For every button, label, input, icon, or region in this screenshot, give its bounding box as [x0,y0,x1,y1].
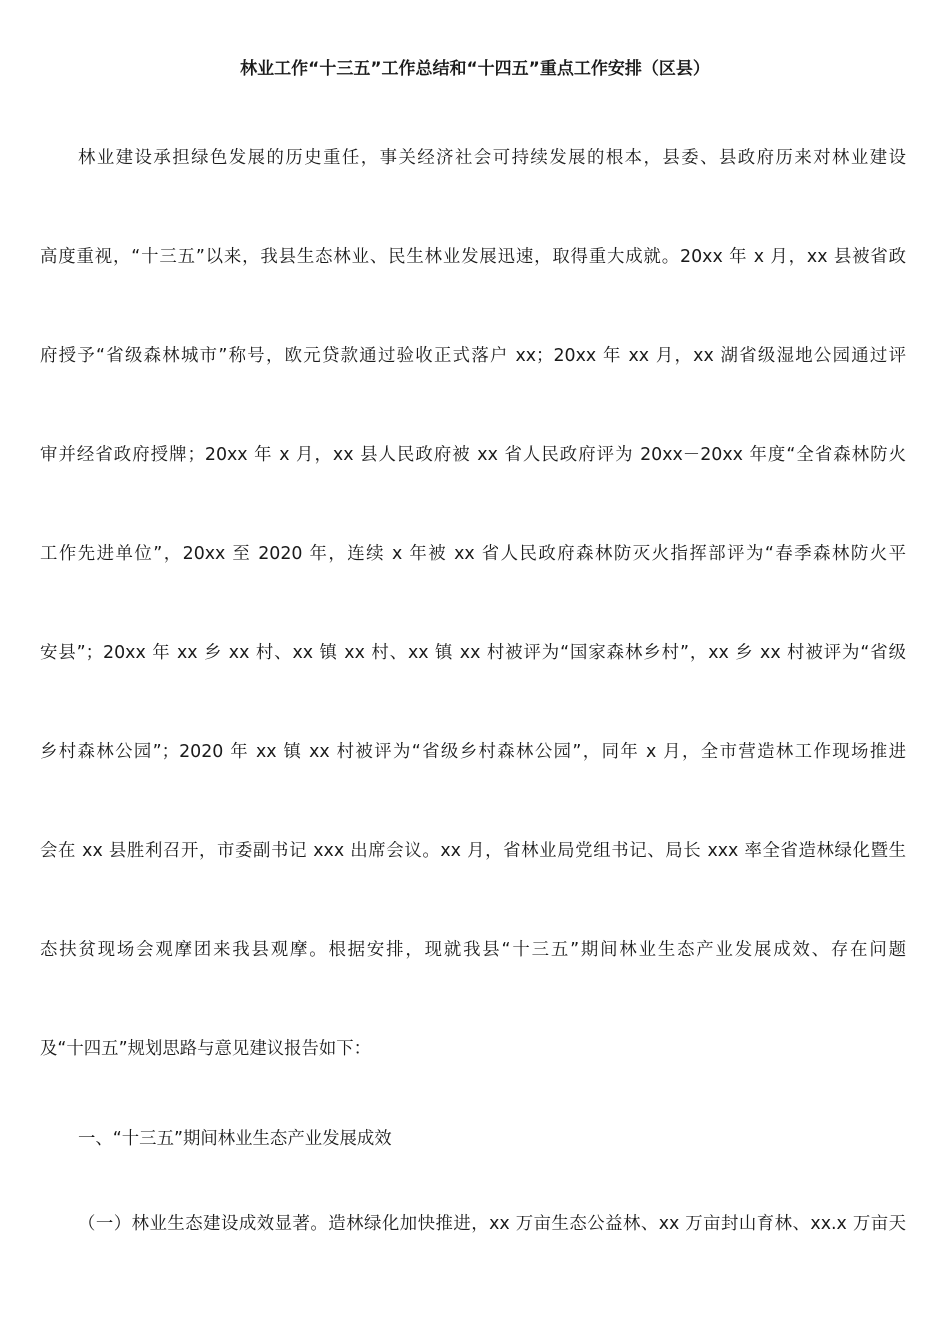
intro-line-9: 态扶贫现场会观摩团来我县观摩。根据安排，现就我县“十三五”期间林业生态产业发展成效、存在问题 [40,940,906,960]
intro-line-5: 工作先进单位”，20xx 至 2020 年，连续 x 年被 xx 省人民政府森林防灭火指挥部评为“春季森林防火平 [40,544,906,564]
document-title: 林业工作“十三五”工作总结和“十四五”重点工作安排（区县） [240,59,710,79]
intro-line-2: 高度重视，“十三五”以来，我县生态林业、民生林业发展迅速，取得重大成就。20xx 年 x 月，xx 县被省政 [40,247,906,267]
intro-line-8: 会在 xx 县胜利召开，市委副书记 xxx 出席会议。xx 月，省林业局党组书记、局长 xxx 率全省造林绿化暨生 [40,841,906,861]
intro-line-4: 审并经省政府授牌；20xx 年 x 月，xx 县人民政府被 xx 省人民政府评为 20xx－20xx 年度“全省森林防火 [40,445,906,465]
intro-line-10: 及“十四五”规划思路与意见建议报告如下： [40,1039,372,1059]
intro-line-6: 安县”；20xx 年 xx 乡 xx 村、xx 镇 xx 村、xx 镇 xx 村被评为“国家森林乡村”，xx 乡 xx 村被评为“省级 [40,643,906,663]
subsection-line: （一）林业生态建设成效显著。造林绿化加快推进，xx 万亩生态公益林、xx 万亩封山育林、xx.x 万亩天 [78,1214,906,1234]
section-heading: 一、“十三五”期间林业生态产业发展成效 [78,1129,392,1149]
intro-line-7: 乡村森林公园”；2020 年 xx 镇 xx 村被评为“省级乡村森林公园”，同年 x 月，全市营造林工作现场推进 [40,742,906,762]
intro-line-1: 林业建设承担绿色发展的历史重任，事关经济社会可持续发展的根本，县委、县政府历来对林业建设 [78,148,906,168]
intro-line-3: 府授予“省级森林城市”称号，欧元贷款通过验收正式落户 xx；20xx 年 xx 月，xx 湖省级湿地公园通过评 [40,346,906,366]
